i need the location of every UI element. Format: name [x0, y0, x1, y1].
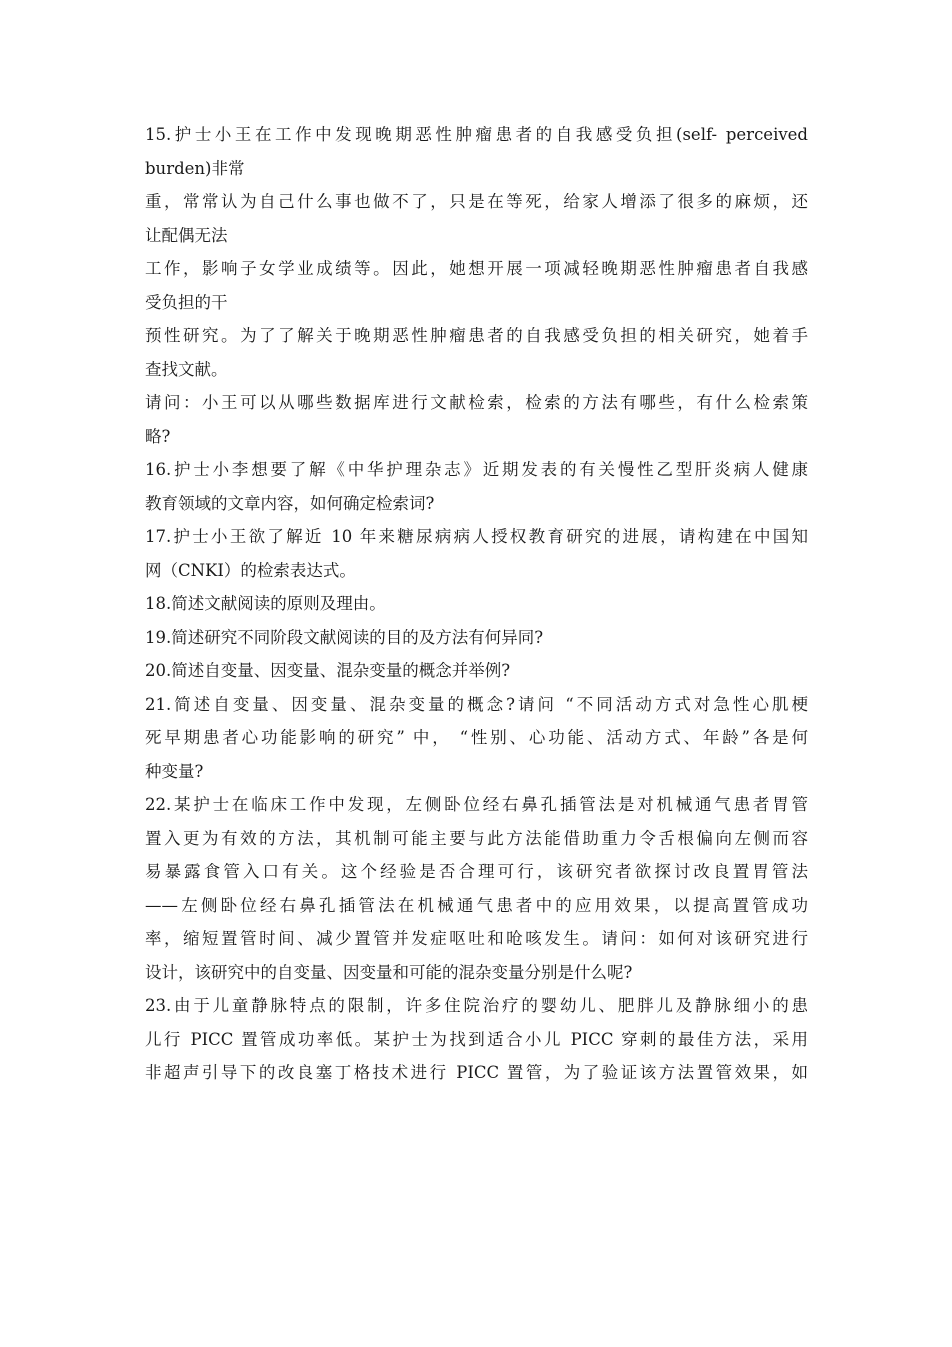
q15-question-line-2: 略? — [145, 426, 171, 446]
q15-line-5: 工作，影响子女学业成绩等。因此，她想开展一项减轻晚期恶性肿瘤患者自我感 — [145, 259, 808, 278]
q22-line-1: 22.某护士在临床工作中发现，左侧卧位经右鼻孔插管法是对机械通气患者胃管 — [145, 795, 808, 814]
q19-line: 19.简述研究不同阶段文献阅读的目的及方法有何异同? — [145, 627, 544, 647]
q22-line-4: ——左侧卧位经右鼻孔插管法在机械通气患者中的应用效果，以提高置管成功 — [145, 895, 808, 915]
q22-line-5: 率，缩短置管时间、减少置管并发症呕吐和呛咳发生。请问：如何对该研究进行 — [145, 929, 808, 948]
q20-line: 20.简述自变量、因变量、混杂变量的概念并举例? — [145, 661, 511, 680]
q17-line-2: 网（CNKI）的检索表达式。 — [145, 560, 356, 580]
q15-line-3: 重，常常认为自己什么事也做不了，只是在等死，给家人增添了很多的麻烦，还 — [145, 192, 808, 211]
q16-line-2: 教育领域的文章内容，如何确定检索词? — [145, 493, 435, 513]
q15-line-7: 预性研究。为了了解关于晚期恶性肿瘤患者的自我感受负担的相关研究，她着手 — [145, 326, 808, 345]
q17-line-1: 17.护士小王欲了解近 10 年来糖尿病病人授权教育研究的进展，请构建在中国知 — [145, 527, 808, 546]
q23-line-2: 儿行 PICC 置管成功率低。某护士为找到适合小儿 PICC 穿刺的最佳方法，采用 — [145, 1029, 808, 1049]
q15-question-line-1: 请问：小王可以从哪些数据库进行文献检索，检索的方法有哪些，有什么检索策 — [145, 393, 808, 412]
q15-line-2: burden)非常 — [145, 158, 245, 178]
q22-line-6: 设计，该研究中的自变量、因变量和可能的混杂变量分别是什么呢? — [145, 962, 633, 982]
q21-line-1: 21.简述自变量、因变量、混杂变量的概念?请问 “不同活动方式对急性心肌梗 — [145, 694, 808, 714]
q15-line-8: 查找文献。 — [145, 359, 228, 379]
q22-line-2: 置入更为有效的方法，其机制可能主要与此方法能借助重力令舌根偏向左侧而容 — [145, 828, 808, 848]
q23-line-3: 非超声引导下的改良塞丁格技术进行 PICC 置管，为了验证该方法置管效果，如 — [145, 1063, 808, 1082]
q21-line-3: 种变量? — [145, 761, 204, 781]
q15-line-1: 15.护士小王在工作中发现晚期恶性肿瘤患者的自我感受负担(self- perceived — [145, 125, 808, 144]
q18-line: 18.简述文献阅读的原则及理由。 — [145, 594, 386, 613]
q15-line-6: 受负担的干 — [145, 292, 228, 312]
q22-line-3: 易暴露食管入口有关。这个经验是否合理可行，该研究者欲探讨改良置胃管法 — [145, 862, 808, 881]
q15-line-4: 让配偶无法 — [145, 225, 228, 245]
document-page — [145, 118, 808, 1090]
q16-line-1: 16.护士小李想要了解《中华护理杂志》近期发表的有关慢性乙型肝炎病人健康 — [145, 460, 808, 479]
q23-line-1: 23.由于儿童静脉特点的限制，许多住院治疗的婴幼儿、肥胖儿及静脉细小的患 — [145, 996, 808, 1015]
q21-line-2: 死早期患者心功能影响的研究” 中， “性别、心功能、活动方式、年龄”各是何 — [145, 728, 808, 747]
